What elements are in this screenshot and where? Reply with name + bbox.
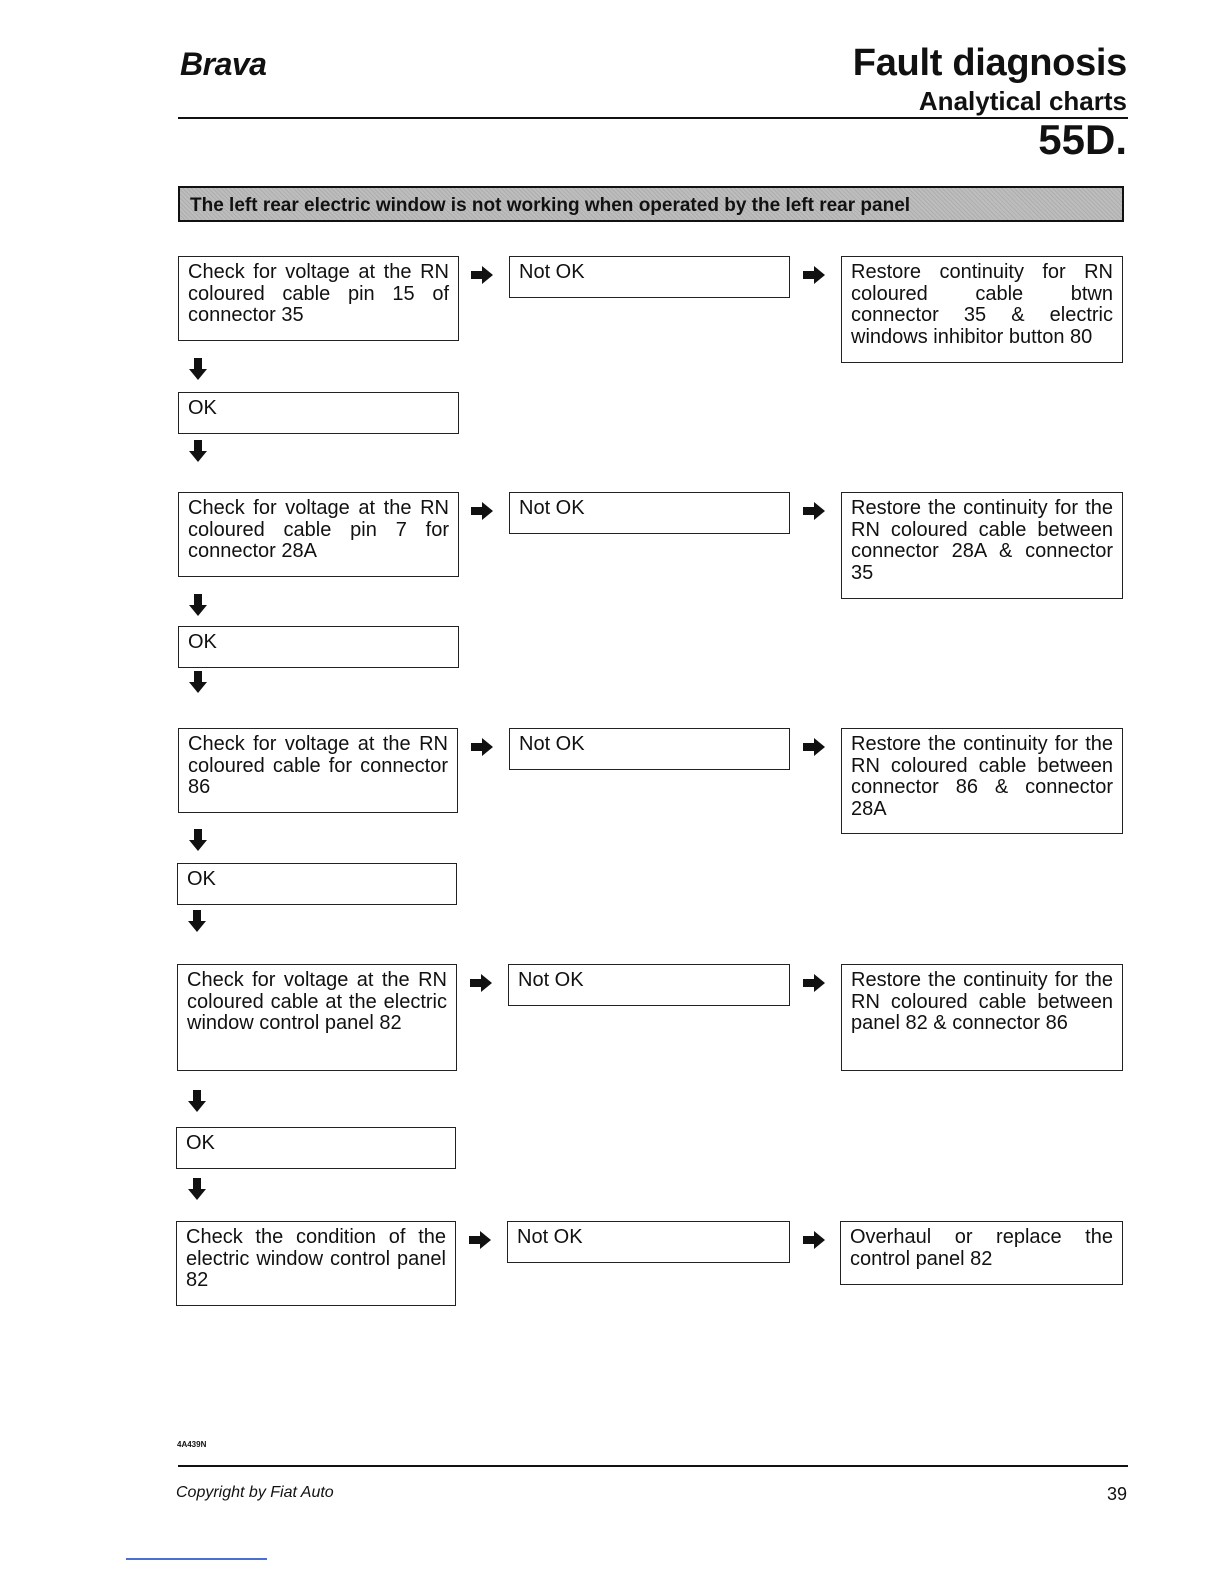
check-box-3: Check for voltage at the RN coloured cable for connector 86 [178,728,458,813]
down-arrow-icon [188,910,206,932]
ok-box-2: OK [178,626,459,668]
down-arrow-icon [189,829,207,851]
not-ok-box-3: Not OK [509,728,790,770]
down-arrow-icon [189,594,207,616]
not-ok-box-2: Not OK [509,492,790,534]
right-arrow-icon [471,266,493,284]
action-box-3: Restore the continuity for the RN coloured cable between connector 86 & connector 28A [841,728,1123,834]
right-arrow-icon [471,502,493,520]
down-arrow-icon [189,358,207,380]
down-arrow-icon [189,440,207,462]
action-box-4: Restore the continuity for the RN coloured cable between panel 82 & connector 86 [841,964,1123,1071]
down-arrow-icon [188,1178,206,1200]
right-arrow-icon [803,974,825,992]
fault-banner: The left rear electric window is not working when operated by the left rear panel [178,186,1124,222]
check-box-4: Check for voltage at the RN coloured cable at the electric window control panel 82 [177,964,457,1071]
section-number: 55D. [1038,116,1127,163]
action-box-2: Restore the continuity for the RN coloured cable between connector 28A & connector 35 [841,492,1123,599]
page-number: 39 [1106,1484,1127,1504]
right-arrow-icon [469,1231,491,1249]
right-arrow-icon [803,738,825,756]
footer-divider [178,1465,1128,1467]
down-arrow-icon [189,671,207,693]
ok-box-1: OK [178,392,459,434]
not-ok-box-1: Not OK [509,256,790,298]
link-underline [126,1558,267,1560]
header-divider [178,117,1128,119]
down-arrow-icon [188,1090,206,1112]
brand-name: Brava [180,46,267,82]
right-arrow-icon [803,1231,825,1249]
ok-box-3: OK [177,863,457,905]
not-ok-box-4: Not OK [508,964,790,1006]
copyright-text: Copyright by Fiat Auto [176,1484,334,1501]
action-box-1: Restore continuity for RN coloured cable btwn connector 35 & electric windows inhibitor button 80 [841,256,1123,363]
not-ok-box-5: Not OK [507,1221,790,1263]
page-subtitle: Analytical charts [918,86,1127,116]
right-arrow-icon [803,266,825,284]
check-box-2: Check for voltage at the RN coloured cable pin 7 for connector 28A [178,492,459,577]
check-box-1: Check for voltage at the RN coloured cable pin 15 of connector 35 [178,256,459,341]
right-arrow-icon [470,974,492,992]
check-box-5: Check the condition of the electric window control panel 82 [176,1221,456,1306]
action-box-5: Overhaul or replace the control panel 82 [840,1221,1123,1285]
right-arrow-icon [471,738,493,756]
page-title: Fault diagnosis [852,42,1127,84]
right-arrow-icon [803,502,825,520]
ok-box-4: OK [176,1127,456,1169]
document-code: 4A439N [177,1440,207,1449]
